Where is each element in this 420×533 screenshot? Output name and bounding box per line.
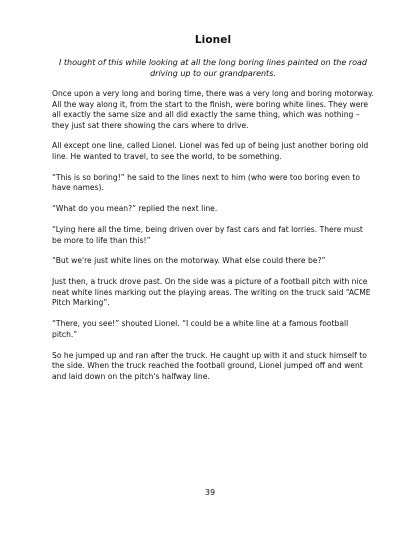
page-number: 39 <box>204 488 216 497</box>
story-paragraph-2: All except one line, called Lionel. Lionel was fed up of being just another boring old line. He wanted to travel, to see the world, to be something. <box>52 141 369 161</box>
story-paragraph-6: “But we're just white lines on the motorway. What else could there be?” <box>52 256 326 266</box>
story-paragraph-8: “There, you see!” shouted Lionel. “I could be a white line at a famous football pitch.” <box>52 319 349 339</box>
story-paragraph-7: Just then, a truck drove past. On the side was a picture of a football pitch with nice neat white lines marking out the playing areas. The writing on the truck said “ACME Pitch Marking”. <box>52 277 371 308</box>
story-title: Lionel <box>194 34 232 46</box>
story-paragraph-4: “What do you mean?” replied the next line. <box>52 204 218 214</box>
story-intro: I thought of this while looking at all the long boring lines painted on the road driving up to our grandparents. <box>59 58 367 78</box>
story-paragraph-1: Once upon a very long and boring time, there was a very long and boring motorway. All the way along it, from the start to the finish, were boring white lines. They were all exactly the same size and all did exactly the same thing, which was nothing – they just sat there showing the cars where to drive. <box>52 89 374 130</box>
story-paragraph-3: “This is so boring!” he said to the lines next to him (who were too boring even to have names). <box>52 172 361 193</box>
story-paragraph-5: “Lying here all the time, being driven over by fast cars and fat lorries. There must be more to life than this!” <box>52 225 363 245</box>
story-paragraph-9: So he jumped up and ran after the truck. He caught up with it and stuck himself to the side. When the truck reached the football ground, Lionel jumped off and went and laid down on the pitch's halfway line. <box>52 350 367 381</box>
